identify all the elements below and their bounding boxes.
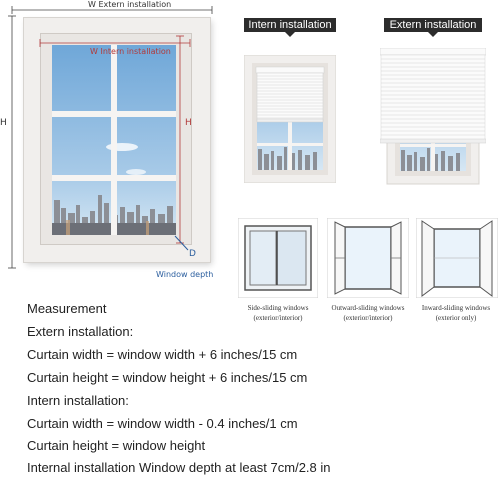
window-type-note: (exterior/interior) xyxy=(253,314,303,322)
outer-height-label: H xyxy=(0,118,7,128)
intern-window-image xyxy=(244,55,336,183)
window-type-name: Side-sliding windows xyxy=(247,304,309,312)
window-type-note: (exterior only) xyxy=(435,314,477,322)
window-type-caption xyxy=(232,303,324,323)
intern-dimension-lines xyxy=(0,0,240,280)
intern-installation-badge: Intern installation xyxy=(244,18,336,32)
outward-sliding-window-image xyxy=(327,218,409,298)
intern-curtain-width: Curtain width = window width - 0.4 inches/1 cm xyxy=(27,416,298,431)
window-depth-caption: Window depth xyxy=(156,270,214,279)
extern-window-image xyxy=(380,48,486,186)
extern-installation-title: Extern installation: xyxy=(27,324,134,339)
window-type-name: Inward-sliding windows xyxy=(421,304,491,312)
window-type-note: (exterior/interior) xyxy=(343,314,393,322)
intern-width-label: W Intern installation xyxy=(90,47,171,56)
intern-installation-title: Intern installation: xyxy=(27,393,129,408)
extern-curtain-width: Curtain width = window width + 6 inches/15 cm xyxy=(27,347,298,362)
measurement-heading: Measurement xyxy=(27,301,107,316)
window-depth-note: Internal installation Window depth at least 7cm/2.8 in xyxy=(27,460,331,475)
extern-width-label: W Extern installation xyxy=(88,0,172,9)
side-sliding-window-image xyxy=(238,218,318,298)
extern-installation-badge: Extern installation xyxy=(384,18,482,32)
badge-pointer-icon xyxy=(427,31,439,39)
window-type-caption xyxy=(410,303,500,323)
badge-pointer-icon xyxy=(284,31,296,39)
window-type-caption xyxy=(322,303,414,323)
depth-label: D xyxy=(189,249,196,259)
intern-curtain-height: Curtain height = window height xyxy=(27,438,206,453)
inner-height-label: H xyxy=(185,118,192,128)
window-type-name: Outward-sliding windows xyxy=(331,304,405,312)
inward-sliding-window-image xyxy=(416,218,498,298)
extern-curtain-height: Curtain height = window height + 6 inches/15 cm xyxy=(27,370,308,385)
